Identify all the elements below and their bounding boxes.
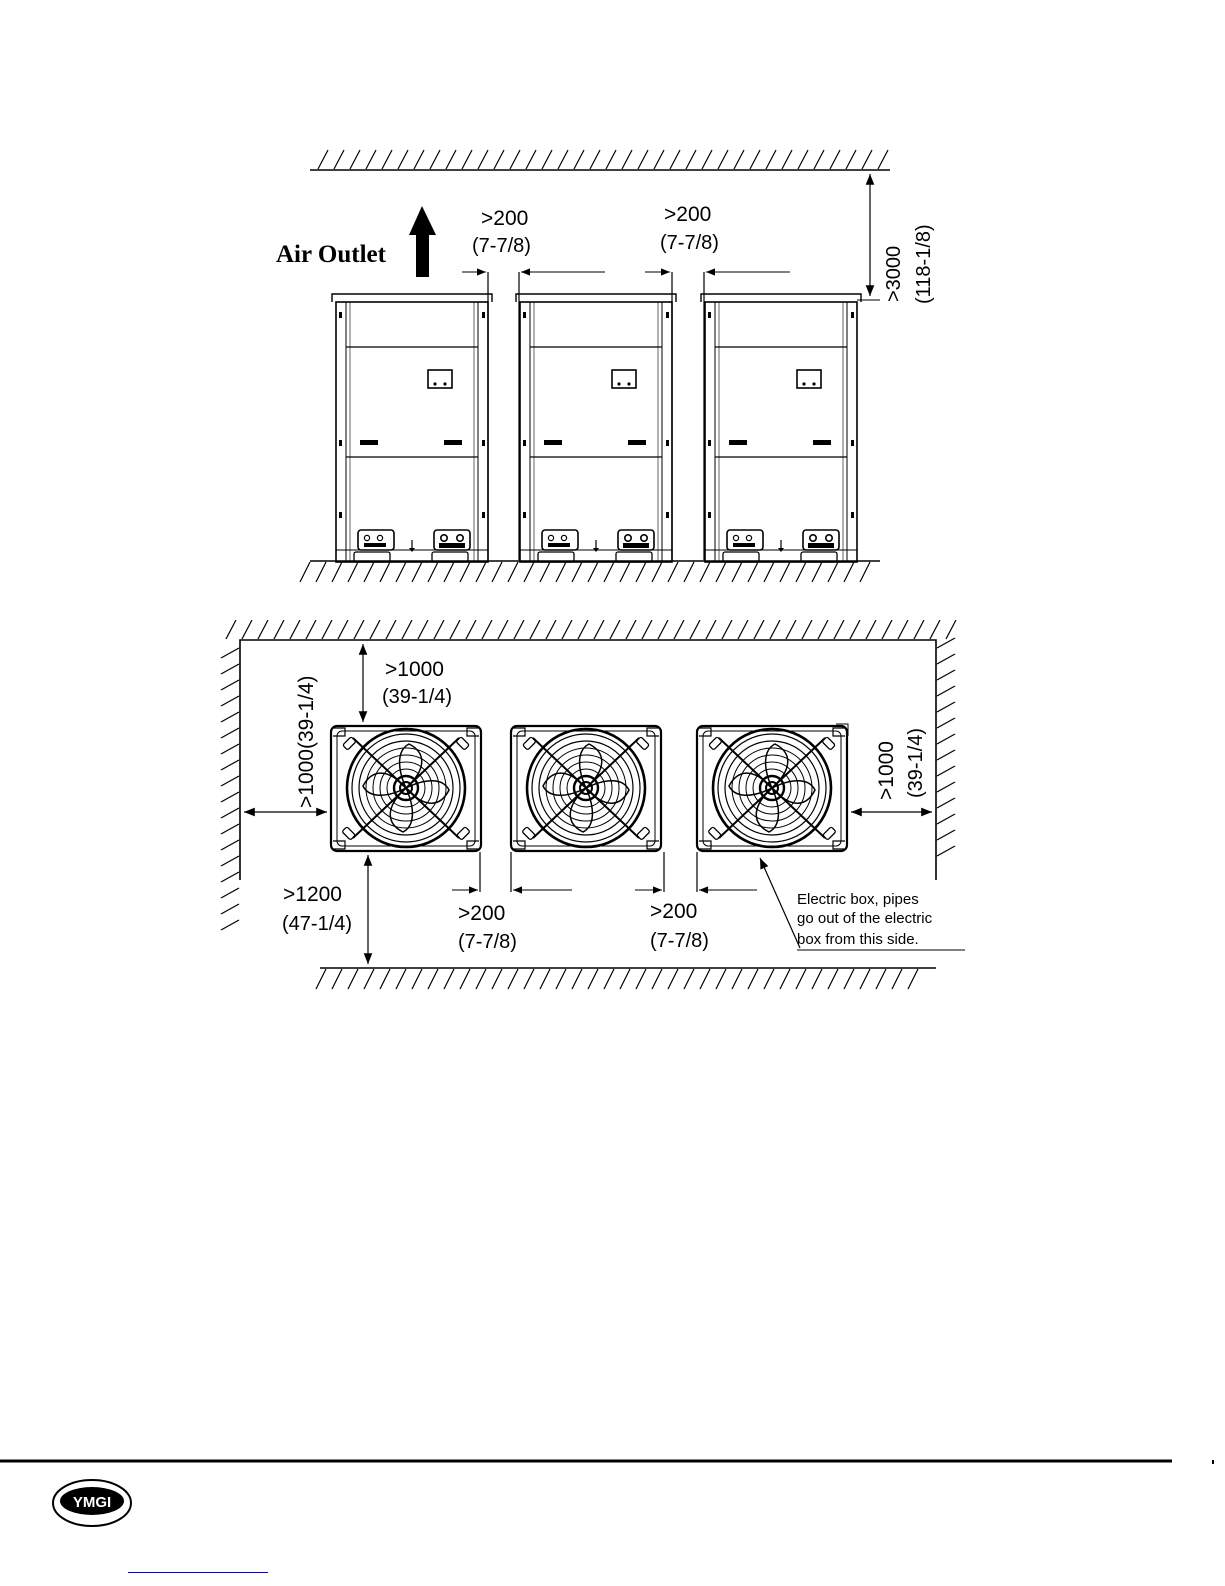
hatch-line xyxy=(812,562,822,582)
hatch-line xyxy=(716,969,726,989)
hatch-line xyxy=(572,969,582,989)
hatch-line xyxy=(578,620,588,639)
hatch-line xyxy=(748,969,758,989)
hatch-line xyxy=(242,620,252,639)
hatch-line xyxy=(332,562,342,582)
hatch-line xyxy=(221,840,239,850)
hatch-line xyxy=(846,150,856,169)
hatch-line xyxy=(590,150,600,169)
hatch-line xyxy=(782,150,792,169)
hatch-line xyxy=(700,969,710,989)
plan-left-clearance xyxy=(244,675,327,812)
hatch-line xyxy=(638,150,648,169)
hatch-line xyxy=(636,562,646,582)
footer-link[interactable] xyxy=(128,1572,268,1586)
hatch-line xyxy=(446,150,456,169)
hatch-line xyxy=(221,680,239,690)
plan-right-clearance xyxy=(851,728,932,812)
hatch-line xyxy=(937,798,955,808)
hatch-line xyxy=(718,150,728,169)
hatch-line xyxy=(274,620,284,639)
hatch-line xyxy=(316,562,326,582)
hatch-line xyxy=(318,150,328,169)
hatch-line xyxy=(626,620,636,639)
hatch-line xyxy=(221,728,239,738)
hatch-line xyxy=(937,638,955,648)
hatch-line xyxy=(348,969,358,989)
hatch-line xyxy=(434,620,444,639)
hatch-line xyxy=(674,620,684,639)
hatch-line xyxy=(937,766,955,776)
elevation-view xyxy=(276,150,935,582)
hatch-line xyxy=(364,969,374,989)
hatch-line xyxy=(764,969,774,989)
hatch-line xyxy=(690,620,700,639)
hatch-line xyxy=(620,562,630,582)
hatch-line xyxy=(221,712,239,722)
hatch-line xyxy=(766,150,776,169)
hatch-line xyxy=(620,969,630,989)
hatch-line xyxy=(636,969,646,989)
hatch-line xyxy=(866,620,876,639)
hatch-line xyxy=(937,686,955,696)
hatch-line xyxy=(402,620,412,639)
hatch-line xyxy=(622,150,632,169)
hatch-line xyxy=(462,150,472,169)
hatch-line xyxy=(221,776,239,786)
hatch-line xyxy=(492,969,502,989)
plan-top-inch: (39-1/4) xyxy=(382,686,453,708)
fan-icon xyxy=(331,726,481,851)
hatch-line xyxy=(482,620,492,639)
hatch-line xyxy=(732,969,742,989)
ceiling-hatch xyxy=(318,150,888,169)
hatch-line xyxy=(258,620,268,639)
hatch-line xyxy=(796,969,806,989)
arrow-up-icon xyxy=(409,206,436,277)
plan-left-text: >1000(39-1/4) xyxy=(295,675,318,808)
hatch-line xyxy=(830,150,840,169)
plan-gap-dimension-2 xyxy=(635,852,757,952)
hatch-line xyxy=(386,620,396,639)
hatch-line xyxy=(476,562,486,582)
hatch-line xyxy=(702,150,712,169)
hatch-line xyxy=(494,150,504,169)
hatch-line xyxy=(937,734,955,744)
hatch-line xyxy=(882,620,892,639)
hatch-line xyxy=(588,969,598,989)
hatch-line xyxy=(937,750,955,760)
hatch-line xyxy=(221,696,239,706)
hatch-line xyxy=(428,562,438,582)
hatch-line xyxy=(828,562,838,582)
hatch-line xyxy=(398,150,408,169)
plan-right-wall-hatch xyxy=(937,638,955,856)
hatch-line xyxy=(514,620,524,639)
hatch-line xyxy=(668,562,678,582)
fan-icon xyxy=(511,726,661,851)
hatch-line xyxy=(530,620,540,639)
gap-1-inch: (7-7/8) xyxy=(472,235,531,257)
ground-hatch xyxy=(300,562,870,582)
hatch-line xyxy=(221,920,239,930)
hatch-line xyxy=(668,969,678,989)
plan-wall-outline xyxy=(240,640,936,880)
hatch-line xyxy=(764,562,774,582)
hatch-line xyxy=(556,969,566,989)
hatch-line xyxy=(221,888,239,898)
hatch-line xyxy=(812,969,822,989)
hatch-line xyxy=(450,620,460,639)
hatch-line xyxy=(700,562,710,582)
hatch-line xyxy=(430,150,440,169)
gap-2-mm: >200 xyxy=(664,203,712,226)
hatch-line xyxy=(844,969,854,989)
plan-bottom-clearance xyxy=(282,855,368,964)
hatch-line xyxy=(221,808,239,818)
hatch-line xyxy=(738,620,748,639)
hatch-line xyxy=(937,830,955,840)
hatch-line xyxy=(937,718,955,728)
hatch-line xyxy=(594,620,604,639)
hatch-line xyxy=(818,620,828,639)
hatch-line xyxy=(946,620,956,639)
hatch-line xyxy=(684,562,694,582)
hatch-line xyxy=(476,969,486,989)
hatch-line xyxy=(642,620,652,639)
hatch-line xyxy=(780,562,790,582)
plan-right-inch: (39-1/4) xyxy=(905,727,927,798)
plan-top-clearance xyxy=(363,644,452,722)
plan-bottom-wall-hatch xyxy=(316,969,918,989)
hatch-line xyxy=(562,620,572,639)
hatch-line xyxy=(316,969,326,989)
hatch-line xyxy=(558,150,568,169)
hatch-line xyxy=(338,620,348,639)
hatch-line xyxy=(844,562,854,582)
hatch-line xyxy=(860,969,870,989)
hatch-line xyxy=(878,150,888,169)
hatch-line xyxy=(860,562,870,582)
electric-box-note-line-3: box from this side. xyxy=(797,931,919,948)
hatch-line xyxy=(290,620,300,639)
hatch-line xyxy=(508,562,518,582)
hatch-line xyxy=(670,150,680,169)
hatch-line xyxy=(354,620,364,639)
hatch-line xyxy=(226,620,236,639)
hatch-line xyxy=(492,562,502,582)
hatch-line xyxy=(828,969,838,989)
hatch-line xyxy=(892,969,902,989)
hatch-line xyxy=(654,150,664,169)
hatch-line xyxy=(684,969,694,989)
hatch-line xyxy=(444,969,454,989)
hatch-line xyxy=(221,648,239,658)
hatch-line xyxy=(937,814,955,824)
outdoor-unit-front-1 xyxy=(332,294,492,562)
outdoor-unit-front-2 xyxy=(516,294,676,562)
hatch-line xyxy=(937,702,955,712)
hatch-line xyxy=(542,150,552,169)
plan-view xyxy=(221,620,965,989)
hatch-line xyxy=(908,969,918,989)
hatch-line xyxy=(221,664,239,674)
hatch-line xyxy=(802,620,812,639)
hatch-line xyxy=(556,562,566,582)
hatch-line xyxy=(334,150,344,169)
hatch-line xyxy=(524,562,534,582)
hatch-line xyxy=(526,150,536,169)
hatch-line xyxy=(306,620,316,639)
hatch-line xyxy=(716,562,726,582)
hatch-line xyxy=(937,846,955,856)
hatch-line xyxy=(686,150,696,169)
plan-bottom-inch: (47-1/4) xyxy=(282,913,353,935)
hatch-line xyxy=(221,824,239,834)
hatch-line xyxy=(364,562,374,582)
hatch-line xyxy=(658,620,668,639)
hatch-line xyxy=(937,782,955,792)
hatch-line xyxy=(930,620,940,639)
hatch-line xyxy=(814,150,824,169)
hatch-line xyxy=(798,150,808,169)
fan-icon xyxy=(697,726,847,851)
plan-gap-2-inch: (7-7/8) xyxy=(650,930,709,952)
hatch-line xyxy=(412,562,422,582)
footer xyxy=(0,1460,1214,1526)
gap-dimension-2 xyxy=(645,203,790,560)
hatch-line xyxy=(366,150,376,169)
hatch-line xyxy=(770,620,780,639)
hatch-line xyxy=(370,620,380,639)
hatch-line xyxy=(748,562,758,582)
logo-text: YMGI xyxy=(72,1494,112,1511)
hatch-line xyxy=(750,150,760,169)
hatch-line xyxy=(221,904,239,914)
plan-gap-2-mm: >200 xyxy=(650,900,698,923)
hatch-line xyxy=(540,969,550,989)
hatch-line xyxy=(546,620,556,639)
hatch-line xyxy=(382,150,392,169)
hatch-line xyxy=(380,562,390,582)
hatch-line xyxy=(834,620,844,639)
hatch-line xyxy=(350,150,360,169)
hatch-line xyxy=(937,654,955,664)
hatch-line xyxy=(460,562,470,582)
hatch-line xyxy=(221,872,239,882)
hatch-line xyxy=(734,150,744,169)
hatch-line xyxy=(604,969,614,989)
hatch-line xyxy=(221,856,239,866)
hatch-line xyxy=(221,760,239,770)
hatch-line xyxy=(478,150,488,169)
hatch-line xyxy=(396,969,406,989)
hatch-line xyxy=(460,969,470,989)
plan-right-mm: >1000 xyxy=(875,741,898,800)
hatch-line xyxy=(722,620,732,639)
hatch-line xyxy=(380,969,390,989)
hatch-line xyxy=(498,620,508,639)
plan-top-mm: >1000 xyxy=(385,658,444,681)
hatch-line xyxy=(540,562,550,582)
hatch-line xyxy=(786,620,796,639)
hatch-line xyxy=(850,620,860,639)
gap-1-mm: >200 xyxy=(481,207,529,230)
hatch-line xyxy=(510,150,520,169)
hatch-line xyxy=(610,620,620,639)
hatch-line xyxy=(706,620,716,639)
hatch-line xyxy=(348,562,358,582)
hatch-line xyxy=(412,969,422,989)
hatch-line xyxy=(754,620,764,639)
hatch-line xyxy=(221,792,239,802)
hatch-line xyxy=(914,620,924,639)
top-clearance-dimension xyxy=(857,174,935,304)
hatch-line xyxy=(898,620,908,639)
outdoor-unit-front-3 xyxy=(701,294,861,562)
hatch-line xyxy=(876,969,886,989)
logo-icon xyxy=(53,1480,131,1526)
hatch-line xyxy=(588,562,598,582)
plan-left-wall-hatch xyxy=(221,648,239,930)
page-edge-mark xyxy=(1212,1460,1214,1464)
electric-box-callout xyxy=(760,858,965,950)
hatch-line xyxy=(937,670,955,680)
gap-dimension-1 xyxy=(462,207,605,560)
top-clearance-inch: (118-1/8) xyxy=(913,224,935,304)
hatch-line xyxy=(604,562,614,582)
hatch-line xyxy=(652,969,662,989)
plan-top-wall-hatch xyxy=(226,620,956,639)
plan-gap-1-mm: >200 xyxy=(458,902,506,925)
hatch-line xyxy=(780,969,790,989)
hatch-line xyxy=(508,969,518,989)
plan-gap-dimension-1 xyxy=(452,852,572,953)
hatch-line xyxy=(574,150,584,169)
gap-2-inch: (7-7/8) xyxy=(660,232,719,254)
top-clearance-mm: >3000 xyxy=(883,245,905,302)
electric-box-note-line-2: go out of the electric xyxy=(797,910,933,927)
hatch-line xyxy=(524,969,534,989)
plan-bottom-mm: >1200 xyxy=(283,883,342,906)
hatch-line xyxy=(652,562,662,582)
hatch-line xyxy=(606,150,616,169)
hatch-line xyxy=(332,969,342,989)
plan-gap-1-inch: (7-7/8) xyxy=(458,931,517,953)
hatch-line xyxy=(732,562,742,582)
hatch-line xyxy=(428,969,438,989)
hatch-line xyxy=(221,744,239,754)
hatch-line xyxy=(322,620,332,639)
hatch-line xyxy=(414,150,424,169)
hatch-line xyxy=(862,150,872,169)
air-outlet-label: Air Outlet xyxy=(276,241,386,268)
hatch-line xyxy=(396,562,406,582)
hatch-line xyxy=(572,562,582,582)
hatch-line xyxy=(466,620,476,639)
hatch-line xyxy=(796,562,806,582)
hatch-line xyxy=(300,562,310,582)
electric-box-note-line-1: Electric box, pipes xyxy=(797,891,919,908)
hatch-line xyxy=(418,620,428,639)
hatch-line xyxy=(444,562,454,582)
